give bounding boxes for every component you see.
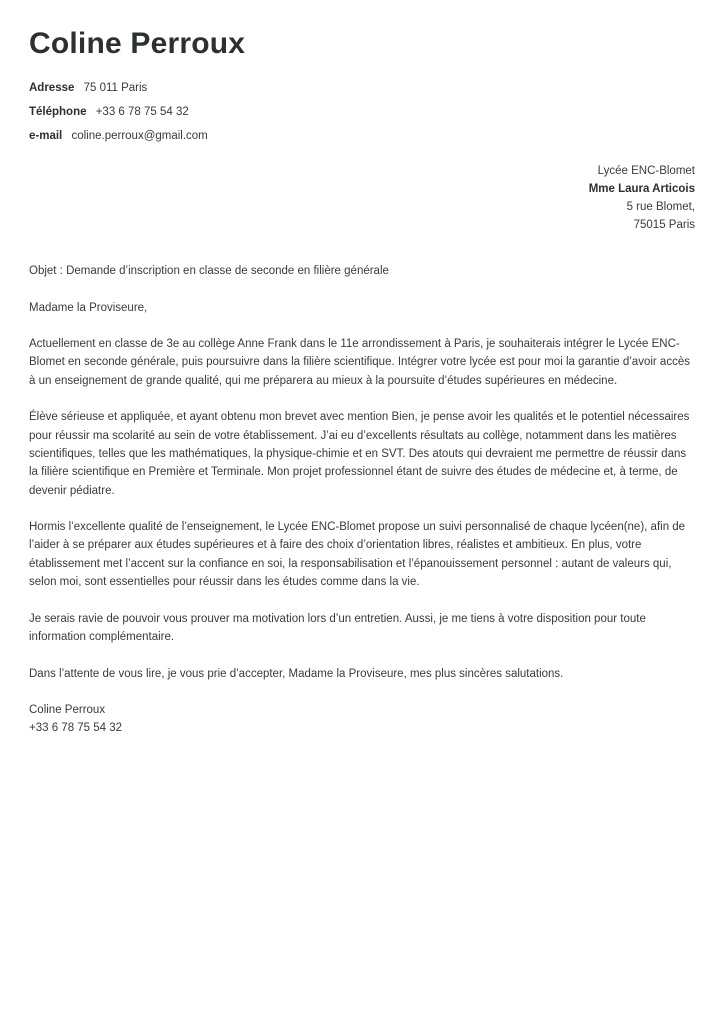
phone-value: +33 6 78 75 54 32 — [95, 106, 189, 118]
recipient-street: 5 rue Blomet, — [626, 201, 695, 213]
phone-label: Téléphone — [29, 106, 87, 118]
email-value: coline.perroux@gmail.com — [71, 130, 208, 142]
recipient-city: 75015 Paris — [633, 219, 695, 231]
letter-body — [29, 262, 695, 738]
recipient-block — [29, 162, 695, 234]
email-label: e-mail — [29, 130, 63, 142]
phone-row — [29, 100, 695, 124]
email-row — [29, 124, 695, 148]
letter-paragraph-1: Actuellement en classe de 3e au collège Anne Frank dans le 11e arrondissement à Paris, je souhaiterais intégrer le Lycée ENC-Blomet en seconde générale, puis poursuivre dans la filière scientifique. Intégrer votre lycée est pour moi la garantie d’avoir accès à un enseignement de grande qualité, qui me préparera au mieux à la poursuite d’études supérieures en médecine. — [29, 338, 690, 387]
address-row — [29, 76, 695, 100]
sender-name: Coline Perroux — [29, 27, 246, 60]
letter-paragraph-2: Élève sérieuse et appliquée, et ayant obtenu mon brevet avec mention Bien, je pense avoir les qualités et le potentiel nécessaires pour réussir ma scolarité au sein de votre établissement. J’ai eu d’excellents résultats au collège, notamment dans les matières scientifiques, telles que les mathématiques, la physique-chimie et en SVT. Des atouts qui devraient me permettre de réussir dans la filière scientifique en Première et Terminale. Mon projet professionnel étant de suivre des études de médecine et, à terme, de devenir pédiatre. — [29, 411, 690, 497]
letter-paragraph-4: Je serais ravie de pouvoir vous prouver ma motivation lors d’un entretien. Aussi, je me tiens à votre disposition pour toute information complémentaire. — [29, 612, 646, 643]
signature-phone: +33 6 78 75 54 32 — [29, 722, 123, 735]
signature-name: Coline Perroux — [29, 704, 106, 717]
address-label: Adresse — [29, 82, 75, 94]
letter-closing: Dans l’attente de vous lire, je vous prie d’accepter, Madame la Proviseure, mes plus sincères salutations. — [29, 667, 564, 680]
letter-subject: Objet : Demande d’inscription en classe de seconde en filière générale — [29, 265, 389, 277]
sender-contact-block — [29, 76, 695, 148]
letter-salutation: Madame la Proviseure, — [29, 301, 148, 314]
signature-block — [29, 701, 695, 738]
address-value: 75 011 Paris — [83, 82, 148, 94]
recipient-school: Lycée ENC-Blomet — [597, 165, 695, 177]
letter-paragraph-3: Hormis l’excellente qualité de l’enseignement, le Lycée ENC-Blomet propose un suivi personnalisé de chaque lycéen(ne), afin de l’aider à se préparer aux études supérieures et à faire des choix d’orientation libres, réalistes et ambitieux. En plus, votre établissement met l’accent sur la confiance en soi, la responsabilisation et l’épanouissement personnel : autant de valeurs qui, selon moi, sont essentielles pour réussir dans les études comme dans la vie. — [29, 521, 686, 589]
recipient-name: Mme Laura Articois — [588, 183, 695, 195]
